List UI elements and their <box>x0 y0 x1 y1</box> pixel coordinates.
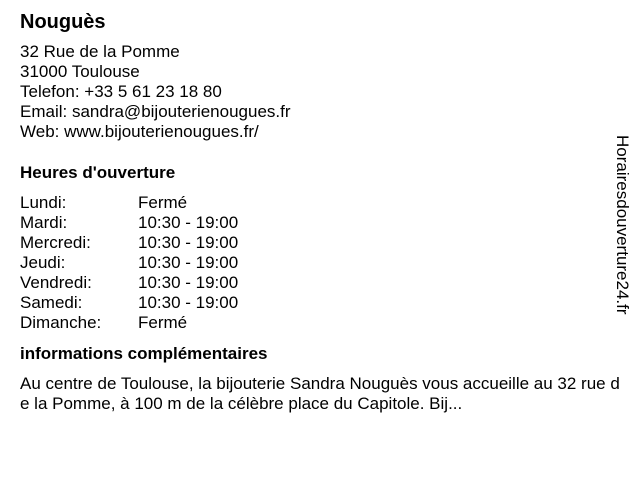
hours-row <box>20 273 620 293</box>
business-name: Nouguès <box>20 11 106 33</box>
hours-time: 10:30 - 19:00 <box>138 213 239 232</box>
hours-day: Dimanche: <box>20 313 102 332</box>
hours-row <box>20 253 620 273</box>
hours-row <box>20 233 620 253</box>
email-address: Email: sandra@bijouterienougues.fr <box>20 102 291 121</box>
hours-day: Jeudi: <box>20 253 66 272</box>
additional-info-text: Au centre de Toulouse, la bijouterie Sandra Nouguès vous accueille au 32 rue de la Pomme, à 100 m de la célèbre place du Capitole. Bij... <box>20 374 620 413</box>
hours-day: Samedi: <box>20 293 83 312</box>
hours-day: Lundi: <box>20 193 67 212</box>
hours-row <box>20 293 620 313</box>
phone-number: Telefon: +33 5 61 23 18 80 <box>20 82 222 101</box>
hours-time: 10:30 - 19:00 <box>138 233 239 252</box>
hours-time: Fermé <box>138 313 188 332</box>
hours-time: Fermé <box>138 193 188 212</box>
hours-time: 10:30 - 19:00 <box>138 293 239 312</box>
address-line-street: 32 Rue de la Pomme <box>20 42 180 61</box>
contact-block <box>20 42 620 142</box>
address-line-city: 31000 Toulouse <box>20 62 140 81</box>
opening-hours-heading: Heures d'ouverture <box>20 163 176 182</box>
website-address: Web: www.bijouterienougues.fr/ <box>20 122 259 141</box>
hours-day: Mardi: <box>20 213 68 232</box>
hours-time: 10:30 - 19:00 <box>138 253 239 272</box>
additional-info-heading: informations complémentaires <box>20 344 268 363</box>
hours-row <box>20 313 620 333</box>
business-card <box>20 10 620 414</box>
hours-day: Vendredi: <box>20 273 92 292</box>
hours-time: 10:30 - 19:00 <box>138 273 239 292</box>
site-watermark: Horairesdouverture24.fr <box>613 135 632 315</box>
opening-hours-table <box>20 193 620 333</box>
hours-row <box>20 193 620 213</box>
hours-row <box>20 213 620 233</box>
hours-day: Mercredi: <box>20 233 91 252</box>
